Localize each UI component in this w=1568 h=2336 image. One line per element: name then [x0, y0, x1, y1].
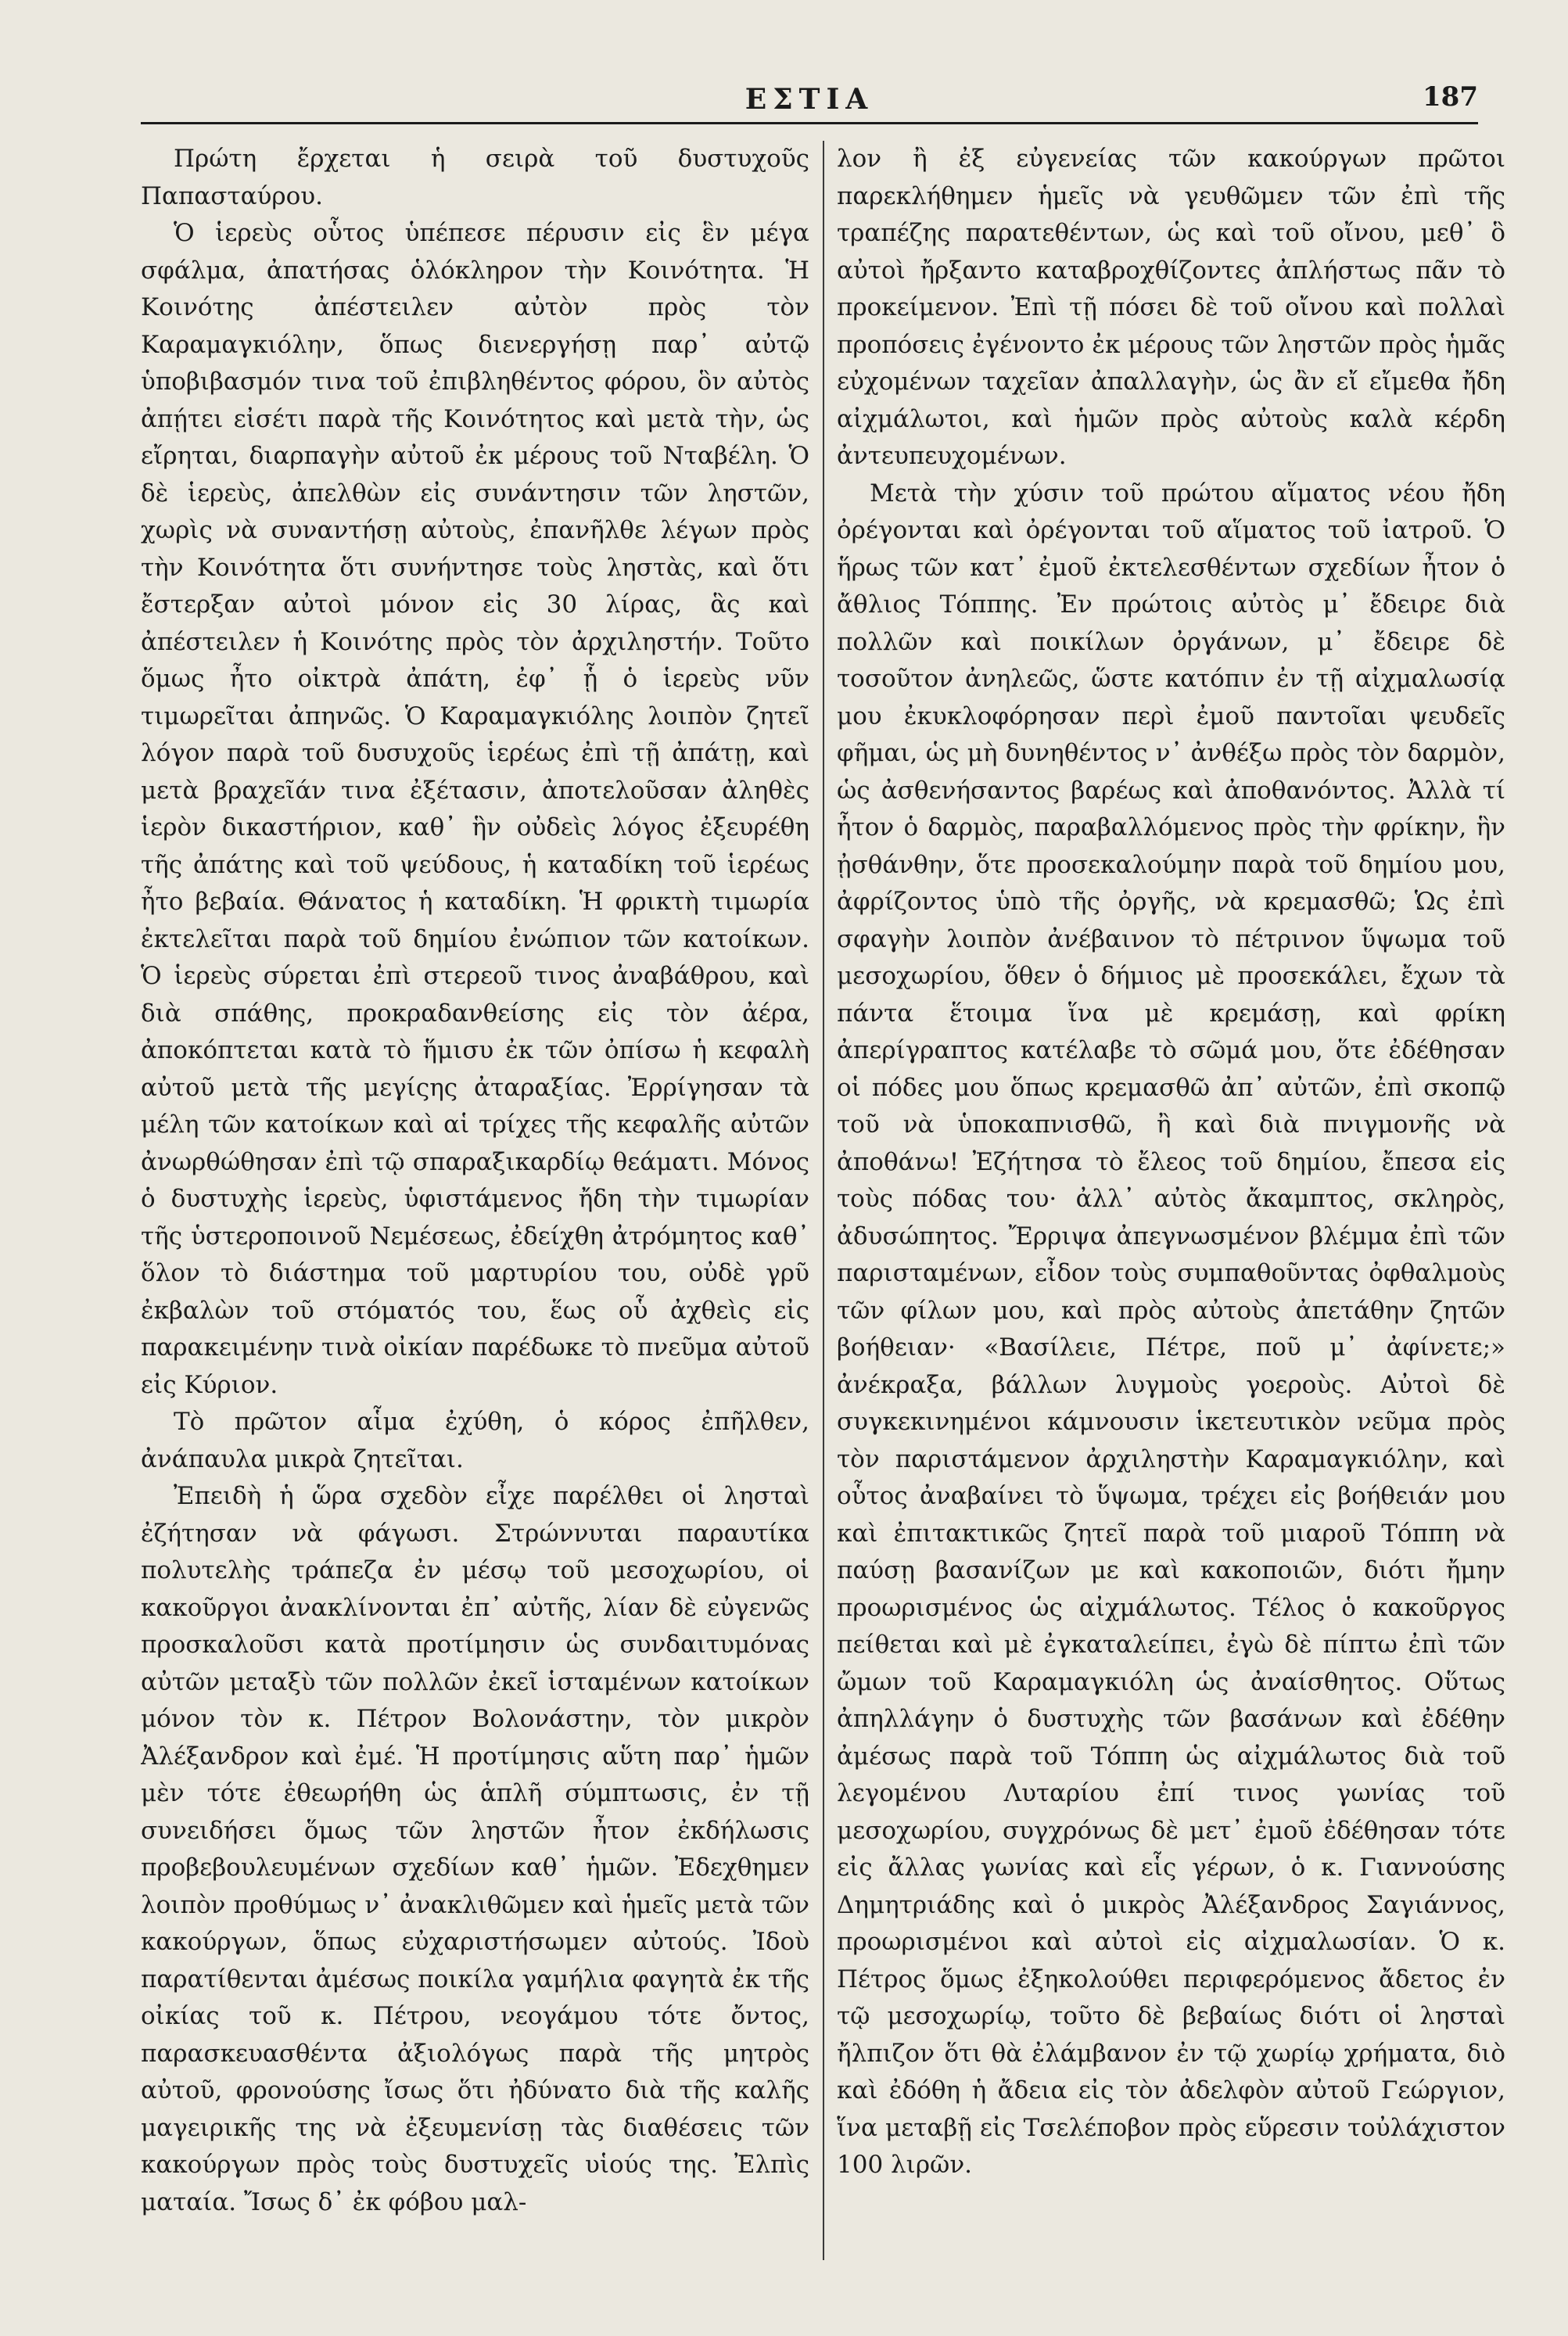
- paragraph: Ὁ ἱερεὺς οὗτος ὑπέπεσε πέρυσιν εἰς ἓν μέγα σφάλμα, ἀπατήσας ὁλόκληρον τὴν Κοινότητα. Ἡ Κοινότης ἀπέστειλεν αὐτὸν πρὸς τὸν Καραμαγκιόλην, ὅπως διενεργήσῃ παρ᾿ αὐτῷ ὑποβιβασμόν τινα τοῦ ἐπιβληθέντος φόρου, ὃν αὐτὸς ἀπῄτει εἰσέτι παρὰ τῆς Κοινότητος καὶ μετὰ τὴν, ὡς εἴρηται, διαρπαγὴν αὐτοῦ ἐκ μέρους τοῦ Νταβέλη. Ὁ δὲ ἱερεὺς, ἀπελθὼν εἰς συνάντησιν τῶν ληστῶν, χωρὶς νὰ συναντήσῃ αὐτοὺς, ἐπανῆλθε λέγων πρὸς τὴν Κοινότητα ὅτι συνήντησε τοὺς ληστὰς, καὶ ὅτι ἔστερξαν αὐτοὶ μόνον εἰς 30 λίρας, ἃς καὶ ἀπέστειλεν ἡ Κοινότης πρὸς τὸν ἀρχιληστήν. Τοῦτο ὅμως ἦτο οἰκτρὰ ἀπάτη, ἐφ᾿ ᾗ ὁ ἱερεὺς νῦν τιμωρεῖται ἀπηνῶς. Ὁ Καραμαγκιόλης λοιπὸν ζητεῖ λόγον παρὰ τοῦ δυσυχοῦς ἱερέως ἐπὶ τῇ ἀπάτῃ, καὶ μετὰ βραχεῖάν τινα ἐξέτασιν, ἀποτελοῦσαν ἀληθὲς ἱερὸν δικαστήριον, καθ᾿ ἣν οὐδεὶς λόγος ἐξευρέθη τῆς ἀπάτης καὶ τοῦ ψεύδους, ἡ καταδίκη τοῦ ἱερέως ἦτο βεβαία. Θάνατος ἡ καταδίκη. Ἡ φρικτὴ τιμωρία ἐκτελεῖται παρὰ τοῦ δημίου ἐνώπιον τῶν κατοίκων. Ὁ ἱερεὺς σύρεται ἐπὶ στερεοῦ τινος ἀναβάθρου, καὶ διὰ σπάθης, προκραδανθείσης εἰς τὸν ἀέρα, ἀποκόπτεται κατὰ τὸ ἥμισυ ἐκ τῶν ὀπίσω ἡ κεφαλὴ αὐτοῦ μετὰ τῆς μεγίςης ἀταραξίας. Ἐρρίγησαν τὰ μέλη τῶν κατοίκων καὶ αἱ τρίχες τῆς κεφαλῆς αὐτῶν ἀνωρθώθησαν ἐπὶ τῷ σπαραξικαρδίῳ θεάματι. Μόνος ὁ δυστυχὴς ἱερεὺς, ὑφιστάμενος ἤδη τὴν τιμωρίαν τῆς ὑστεροποινοῦ Νεμέσεως, ἐδείχθη ἀτρόμητος καθ᾿ ὅλον τὸ διάστημα τοῦ μαρτυρίου του, οὐδὲ γρῦ ἐκβαλὼν τοῦ στόματός του, ἕως οὗ ἀχθεὶς εἰς παρακειμένην τινὰ οἰκίαν παρέδωκε τὸ πνεῦμα αὐτοῦ εἰς Κύριον.: [141, 219, 809, 1399]
- page-header: [141, 67, 1478, 124]
- page-number: 187: [1423, 81, 1478, 113]
- journal-title: ΕΣΤΙΑ: [745, 83, 874, 116]
- paragraph: λον ἢ ἐξ εὐγενείας τῶν κακούργων πρῶτοι παρεκλήθημεν ἡμεῖς νὰ γευθῶμεν τῶν ἐπὶ τῆς τραπέζης παρατεθέντων, ὡς καὶ τοῦ οἴνου, μεθ᾿ ὃ αὐτοὶ ἤρξαντο καταβροχθίζοντες ἀπλήστως πᾶν τὸ προκείμενον. Ἐπὶ τῇ πόσει δὲ τοῦ οἴνου καὶ πολλαὶ προπόσεις ἐγένοντο ἐκ μέρους τῶν ληστῶν πρὸς ἡμᾶς εὐχομένων ταχεῖαν ἀπαλλαγὴν, ὡς ἂν εἴ εἴμεθα ἤδη αἰχμάλωτοι, καὶ ἡμῶν πρὸς αὐτοὺς καλὰ κέρδη ἀντευπευχομένων.: [837, 145, 1505, 470]
- right-column: [837, 141, 1505, 2184]
- column-divider: [823, 141, 824, 2260]
- paragraph: Ἐπειδὴ ἡ ὥρα σχεδὸν εἶχε παρέλθει οἱ λησταὶ ἐζήτησαν νὰ φάγωσι. Στρώννυται παραυτίκα πολυτελὴς τράπεζα ἐν μέσῳ τοῦ μεσοχωρίου, οἱ κακοῦργοι ἀνακλίνονται ἐπ᾿ αὐτῆς, λίαν δὲ εὐγενῶς προσκαλοῦσι κατὰ προτίμησιν ὡς συνδαιτυμόνας αὐτῶν μεταξὺ τῶν πολλῶν ἐκεῖ ἱσταμένων κατοίκων μόνον τὸν κ. Πέτρον Βολονάστην, τὸν μικρὸν Ἀλέξανδρον καὶ ἐμέ. Ἡ προτίμησις αὕτη παρ᾿ ἡμῶν μὲν τότε ἐθεωρήθη ὡς ἁπλῆ σύμπτωσις, ἐν τῇ συνειδήσει ὅμως τῶν ληστῶν ἦτον ἐκδήλωσις προβεβουλευμένων σχεδίων καθ᾿ ἡμῶν. Ἐδεχθημεν λοιπὸν προθύμως ν᾿ ἀνακλιθῶμεν καὶ ἡμεῖς μετὰ τῶν κακούργων, ὅπως εὐχαριστήσωμεν αὐτούς. Ἰδοὺ παρατίθενται ἀμέσως ποικίλα γαμήλια φαγητὰ ἐκ τῆς οἰκίας τοῦ κ. Πέτρου, νεογάμου τότε ὄντος, παρασκευασθέντα ἀξιολόγως παρὰ τῆς μητρὸς αὐτοῦ, φρονούσης ἴσως ὅτι ἠδύνατο διὰ τῆς καλῆς μαγειρικῆς της νὰ ἐξευμενίσῃ τὰς διαθέσεις τῶν κακούργων πρὸς τοὺς δυστυχεῖς υἱούς της. Ἐλπὶς ματαία. Ἴσως δ᾿ ἐκ φόβου μαλ-: [141, 1482, 809, 2216]
- paragraph: Τὸ πρῶτον αἷμα ἐχύθη, ὁ κόρος ἐπῆλθεν, ἀνάπαυλα μικρὰ ζητεῖται.: [141, 1408, 809, 1473]
- left-column: [141, 141, 809, 2221]
- paragraph: Μετὰ τὴν χύσιν τοῦ πρώτου αἵματος νέου ἤδη ὀρέγονται καὶ ὀρέγονται τοῦ αἵματος τοῦ ἰατροῦ. Ὁ ἥρως τῶν κατ᾿ ἐμοῦ ἐκτελεσθέντων σχεδίων ἦτον ὁ ἄθλιος Τόππης. Ἐν πρώτοις αὐτὸς μ᾿ ἔδειρε διὰ πολλῶν καὶ ποικίλων ὀργάνων, μ᾿ ἔδειρε δὲ τοσοῦτον ἀνηλεῶς, ὥστε κατόπιν ἐν τῇ αἰχμαλωσίᾳ μου ἐκυκλοφόρησαν περὶ ἐμοῦ παντοῖαι ψευδεῖς φῆμαι, ὡς μὴ δυνηθέντος ν᾿ ἀνθέξω πρὸς τὸν δαρμὸν, ὡς ἀσθενήσαντος βαρέως καὶ ἀποθανόντος. Ἀλλὰ τί ἦτον ὁ δαρμὸς, παραβαλλόμενος πρὸς τὴν φρίκην, ἣν ᾐσθάνθην, ὅτε προσεκαλούμην παρὰ τοῦ δημίου μου, ἀφρίζοντος ὑπὸ τῆς ὀργῆς, νὰ κρεμασθῶ; Ὡς ἐπὶ σφαγὴν λοιπὸν ἀνέβαινον τὸ πέτρινον ὕψωμα τοῦ μεσοχωρίου, ὅθεν ὁ δήμιος μὲ προσεκάλει, ἔχων τὰ πάντα ἕτοιμα ἵνα μὲ κρεμάσῃ, καὶ φρίκη ἀπερίγραπτος κατέλαβε τὸ σῶμά μου, ὅτε ἐδέθησαν οἱ πόδες μου ὅπως κρεμασθῶ ἀπ᾿ αὐτῶν, ἐπὶ σκοπῷ τοῦ νὰ ὑποκαπνισθῶ, ἢ καὶ διὰ πνιγμονῆς νὰ ἀποθάνω! Ἐζήτησα τὸ ἔλεος τοῦ δημίου, ἔπεσα εἰς τοὺς πόδας του· ἀλλ᾿ αὐτὸς ἄκαμπτος, σκληρὸς, ἀδυσώπητος. Ἔρριψα ἀπεγνωσμένον βλέμμα ἐπὶ τῶν παρισταμένων, εἶδον τοὺς συμπαθοῦντας ὀφθαλμοὺς τῶν φίλων μου, καὶ πρὸς αὐτοὺς ἀπετάθην ζητῶν βοήθειαν· «Βασίλειε, Πέτρε, ποῦ μ᾿ ἀφίνετε;» ἀνέκραξα, βάλλων λυγμοὺς γοεροὺς. Αὐτοὶ δὲ συγκεκινημένοι κάμνουσιν ἱκετευτικὸν νεῦμα πρὸς τὸν παριστάμενον ἀρχιληστὴν Καραμαγκιόλην, καὶ οὗτος ἀναβαίνει τὸ ὕψωμα, τρέχει εἰς βοήθειάν μου καὶ ἐπιτακτικῶς ζητεῖ παρὰ τοῦ μιαροῦ Τόππη νὰ παύσῃ βασανίζων με καὶ κακοποιῶν, διότι ἤμην προωρισμένος ὡς αἰχμάλωτος. Τέλος ὁ κακοῦργος πείθεται καὶ μὲ ἐγκαταλείπει, ἐγὼ δὲ πίπτω ἐπὶ τῶν ὤμων τοῦ Καραμαγκιόλη ὡς ἀναίσθητος. Οὕτως ἀπηλλάγην ὁ δυστυχὴς τῶν βασάνων καὶ ἐδέθην ἀμέσως παρὰ τοῦ Τόππη ὡς αἰχμάλωτος διὰ τοῦ λεγομένου Λυταρίου ἐπί τινος γωνίας τοῦ μεσοχωρίου, συγχρόνως δὲ μετ᾿ ἐμοῦ ἐδέθησαν τότε εἰς ἄλλας γωνίας καὶ εἷς γέρων, ὁ κ. Γιαννούσης Δημητριάδης καὶ ὁ μικρὸς Ἀλέξανδρος Σαγιάννος, προωρισμένοι καὶ αὐτοὶ εἰς αἰχμαλωσίαν. Ὁ κ. Πέτρος ὅμως ἐξηκολούθει περιφερόμενος ἄδετος ἐν τῷ μεσοχωρίῳ, τοῦτο δὲ βεβαίως διότι οἱ λησταὶ ἤλπιζον ὅτι θὰ ἐλάμβανον ἐν τῷ χωρίῳ χρήματα, διὸ καὶ ἐδόθη ἡ ἄδεια εἰς τὸν ἀδελφὸν αὐτοῦ Γεώργιον, ἵνα μεταβῇ εἰς Τσελέποβον πρὸς εὕρεσιν τοὐλάχιστον 100 λιρῶν.: [837, 479, 1505, 2179]
- paragraph: Πρώτη ἔρχεται ἡ σειρὰ τοῦ δυστυχοῦς Παπασταύρου.: [141, 145, 809, 210]
